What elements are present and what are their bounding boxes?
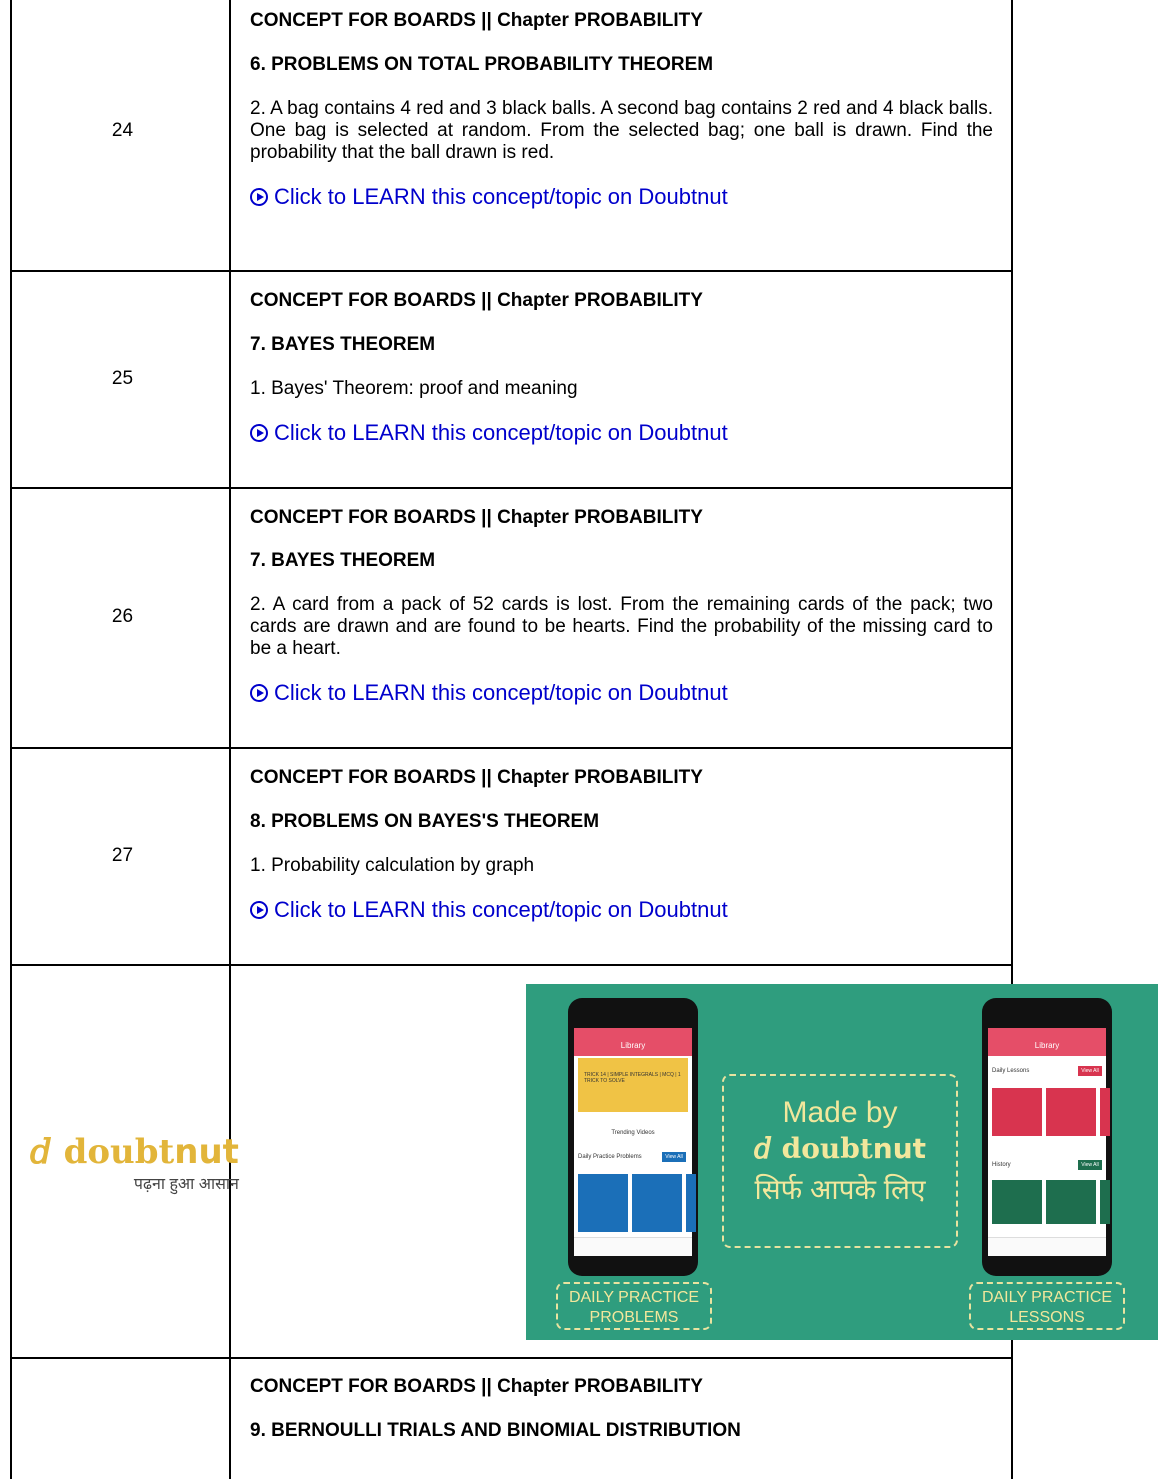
section-title: 7. BAYES THEOREM: [250, 334, 436, 355]
banner-brand: 𝑑 doubtnut: [753, 1132, 927, 1165]
play-icon: [250, 188, 268, 206]
lesson-card: [992, 1088, 1042, 1136]
label-practice-problems: DAILY PRACTICE PROBLEMS: [556, 1282, 712, 1330]
table-row: [10, 0, 1013, 272]
concept-header: CONCEPT FOR BOARDS || Chapter PROBABILITY: [250, 507, 703, 528]
logo-tagline: पढ़ना हुआ आसान: [133, 1176, 239, 1193]
practice-card: [686, 1174, 696, 1232]
table-row: [10, 749, 1013, 966]
play-icon: [250, 684, 268, 702]
concept-header: CONCEPT FOR BOARDS || Chapter PROBABILITY: [250, 767, 703, 788]
history-card: [992, 1180, 1042, 1224]
banner-cell: [231, 966, 1113, 1357]
label-practice-lessons: DAILY PRACTICE LESSONS: [969, 1282, 1125, 1330]
problem-text: 1. Probability calculation by graph: [250, 855, 535, 876]
row-number: 27: [111, 845, 134, 866]
phone-left: [568, 998, 698, 1276]
screen-title-bar: Library: [988, 1028, 1106, 1056]
number-cell: [10, 1359, 231, 1479]
problem-text: 1. Bayes' Theorem: proof and meaning: [250, 378, 578, 399]
phone-right-screen: Library Daily Lessons View All History View All: [988, 1028, 1106, 1256]
history-card: [1046, 1180, 1096, 1224]
bottom-nav: [574, 1237, 692, 1256]
table-row: [10, 272, 1013, 489]
lesson-card: [1046, 1088, 1096, 1136]
table-row: [10, 1359, 1013, 1479]
screen-banner-card: TRICK 14 | SIMPLE INTEGRALS | MCQ | 1 TRICK TO SOLVE: [578, 1058, 688, 1112]
phone-left-screen: Library TRICK 14 | SIMPLE INTEGRALS | MCQ | 1 TRICK TO SOLVE Trending Videos Daily Practice Problems View All: [574, 1028, 692, 1256]
logo-cell: [10, 966, 239, 1357]
learn-link[interactable]: Click to LEARN this concept/topic on Doubtnut: [250, 186, 993, 208]
history-card: [1100, 1180, 1110, 1224]
row-number: 24: [111, 120, 134, 141]
promo-row: [10, 966, 1113, 1359]
play-icon: [250, 424, 268, 442]
concept-header: CONCEPT FOR BOARDS || Chapter PROBABILITY: [250, 1376, 703, 1397]
problem-text: 2. A bag contains 4 red and 3 black balls. A second bag contains 2 red and 4 black balls. One bag is selected at random. From the selected bag; one ball is drawn. Find the probability that the ball drawn is red.: [250, 98, 993, 163]
number-cell: [10, 272, 231, 487]
phone-right: [982, 998, 1112, 1276]
practice-card: [578, 1174, 628, 1232]
bottom-nav: [988, 1237, 1106, 1256]
made-by-box: Made by 𝑑 doubtnut सिर्फ आपके लिए: [722, 1074, 958, 1248]
learn-link[interactable]: Click to LEARN this concept/topic on Doubtnut: [250, 682, 993, 704]
number-cell: [10, 749, 231, 964]
screen-title-bar: Library: [574, 1028, 692, 1056]
problem-text: 2. A card from a pack of 52 cards is lost. From the remaining cards of the pack; two cards are drawn and are found to be hearts. Find the probability of the missing card to be a heart.: [250, 594, 993, 659]
concept-header: CONCEPT FOR BOARDS || Chapter PROBABILITY: [250, 10, 703, 31]
table-row: [10, 489, 1013, 749]
number-cell: [10, 0, 231, 270]
row-number: 25: [111, 368, 134, 389]
learn-link[interactable]: Click to LEARN this concept/topic on Doubtnut: [250, 422, 993, 444]
logo-mark-icon: 𝑑: [30, 1132, 52, 1172]
section-title: 9. BERNOULLI TRIALS AND BINOMIAL DISTRIBUTION: [250, 1420, 741, 1441]
play-icon: [250, 901, 268, 919]
learn-link[interactable]: Click to LEARN this concept/topic on Doubtnut: [250, 899, 993, 921]
concept-header: CONCEPT FOR BOARDS || Chapter PROBABILITY: [250, 290, 703, 311]
practice-card: [632, 1174, 682, 1232]
section-title: 6. PROBLEMS ON TOTAL PROBABILITY THEOREM: [250, 54, 714, 75]
promo-banner: [526, 984, 1158, 1340]
number-cell: [10, 489, 231, 747]
section-title: 7. BAYES THEOREM: [250, 550, 436, 571]
section-title: 8. PROBLEMS ON BAYES'S THEOREM: [250, 811, 600, 832]
row-number: 26: [111, 606, 134, 627]
doubtnut-logo: 𝑑 doubtnut पढ़ना हुआ आसान: [30, 1132, 239, 1193]
logo-mark-icon: 𝑑: [753, 1132, 772, 1165]
lesson-card: [1100, 1088, 1110, 1136]
